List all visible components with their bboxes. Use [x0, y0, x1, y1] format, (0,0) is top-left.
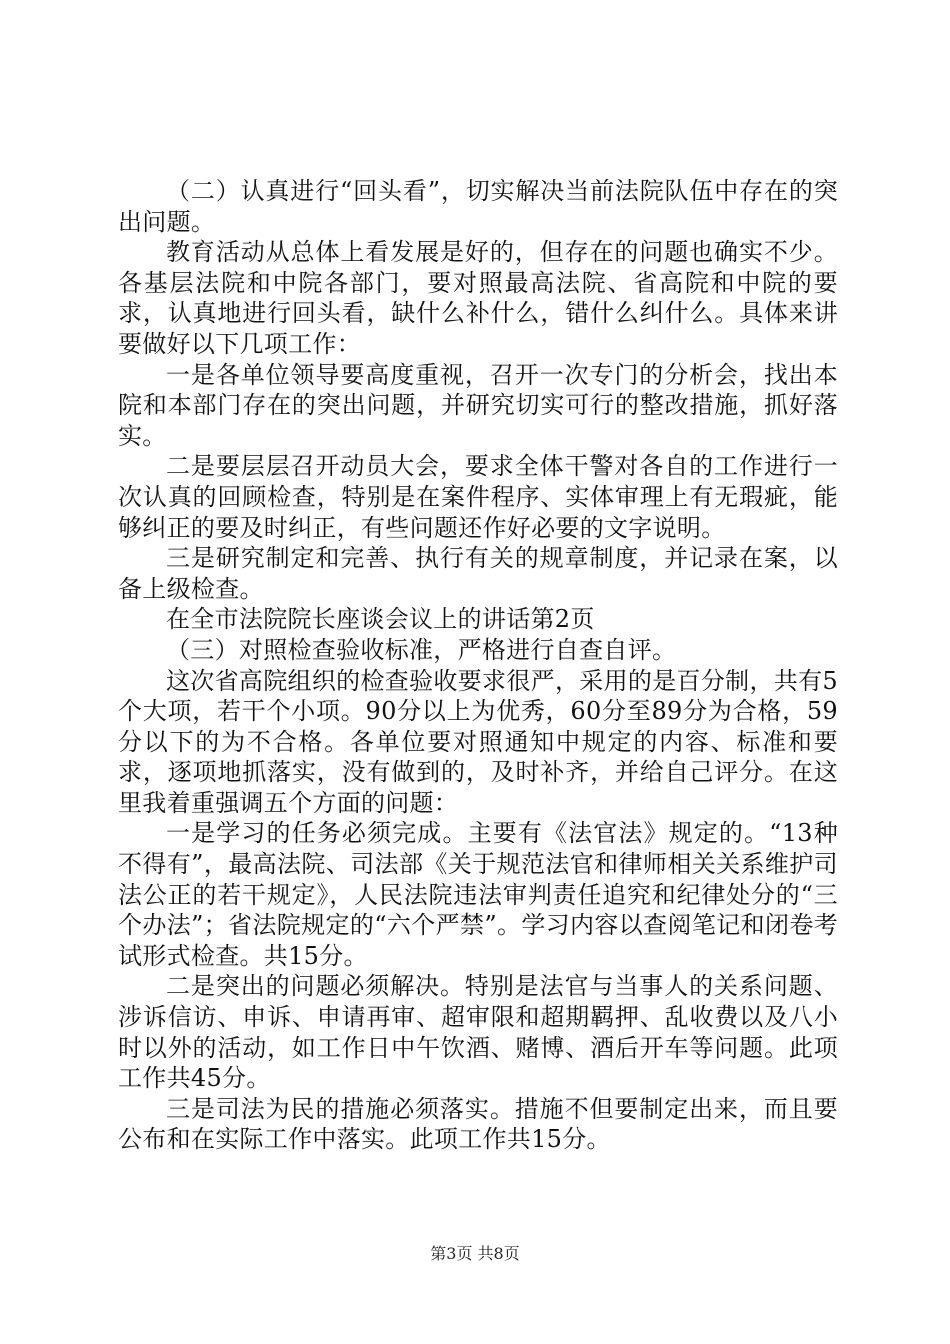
- paragraph-item-1: 一是各单位领导要高度重视，召开一次专门的分析会，找出本院和本部门存在的突出问题，并研究切实可行的整改措施，抓好落实。: [118, 360, 838, 450]
- document-body: [118, 176, 838, 1155]
- page-number: 第3页 共8页: [430, 1244, 520, 1263]
- paragraph-item-2: 二是要层层召开动员大会，要求全体干警对各自的工作进行一次认真的回顾检查，特别是在案件程序、实体审理上有无瑕疵，能够纠正的要及时纠正，有些问题还作好必要的文字说明。: [118, 452, 838, 542]
- paragraph-point-1: 一是学习的任务必须完成。主要有《法官法》规定的。“13种不得有”，最高法院、司法部《关于规范法官和律师相关关系维护司法公正的若干规定》，人民法院违法审判责任追究和纪律处分的“三个办法”；省法院规定的“六个严禁”。学习内容以查阅笔记和闭卷考试形式检查。共15分。: [118, 819, 838, 970]
- paragraph-item-3: 三是研究制定和完善、执行有关的规章制度，并记录在案，以备上级检查。: [118, 544, 838, 603]
- paragraph-point-3: 三是司法为民的措施必须落实。措施不但要制定出来，而且要公布和在实际工作中落实。此项工作共15分。: [118, 1094, 838, 1154]
- paragraph-inspection: 这次省高院组织的检查验收要求很严，采用的是百分制，共有5个大项，若干个小项。90分以上为优秀，60分至89分为合格，59分以下的为不合格。各单位要对照通知中规定的内容、标准和要求，逐项地抓落实，没有做到的，及时补齐，并给自己评分。在这里我着重强调五个方面的问题：: [118, 666, 838, 817]
- section-heading-3: （三）对照检查验收标准，严格进行自查自评。: [166, 635, 677, 664]
- paragraph-point-2: 二是突出的问题必须解决。特别是法官与当事人的关系问题、涉诉信访、申诉、申请再审、超审限和超期羁押、乱收费以及八小时以外的活动，如工作日中午饮酒、赌博、酒后开车等问题。此项工作共45分。: [118, 972, 838, 1093]
- page-footer: [0, 1244, 950, 1264]
- section-heading-2: （二）认真进行“回头看”，切实解决当前法院队伍中存在的突出问题。: [118, 177, 838, 236]
- paragraph-intro: 教育活动从总体上看发展是好的，但存在的问题也确实不少。各基层法院和中院各部门，要对照最高法院、省高院和中院的要求，认真地进行回头看，缺什么补什么，错什么纠什么。具体来讲要做好以下几项工作：: [118, 238, 838, 358]
- running-title: 在全市法院院长座谈会议上的讲话第2页: [166, 605, 595, 634]
